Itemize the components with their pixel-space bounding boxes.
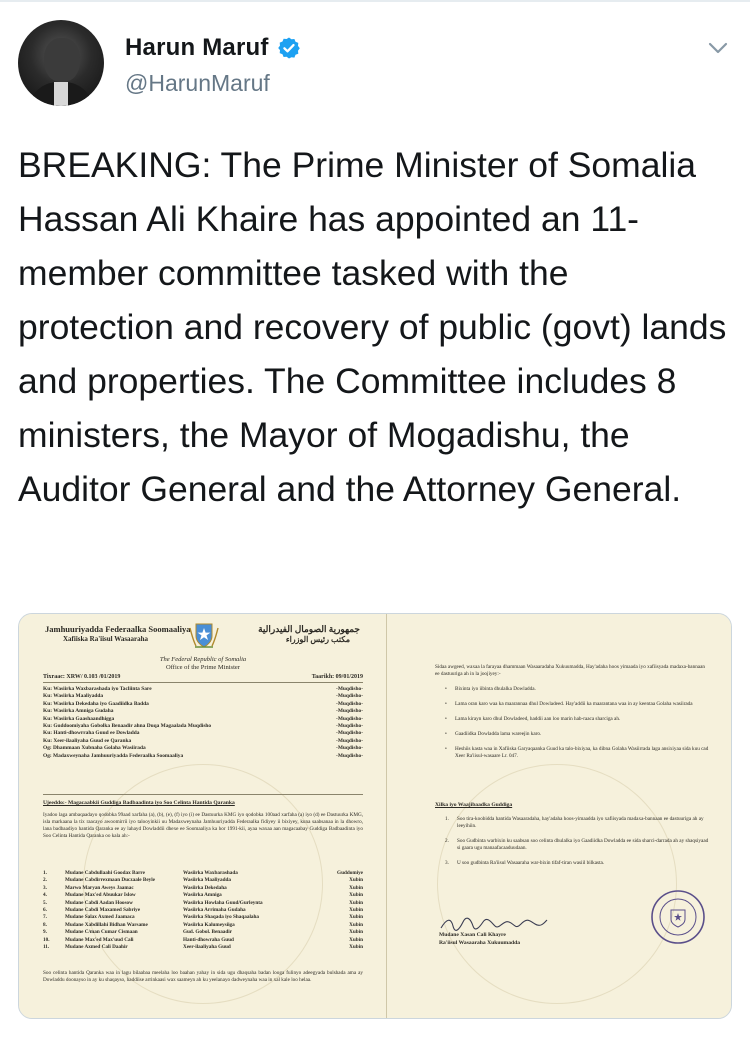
recipient-row <box>43 753 363 760</box>
member-post: Xeer-ilaaliyaha Guud <box>183 944 231 951</box>
recipient-name: Ku: Guddoomiyaha Gobolka Benaadir ahna Duqa Magaalada Muqdisho <box>43 723 212 730</box>
document-page-left <box>19 614 387 1018</box>
recipient-place: -Muqdisho- <box>336 708 363 715</box>
member-number: 11. <box>43 944 50 951</box>
recipient-place: -Muqdisho- <box>336 752 363 759</box>
member-name: Mudane C/man Cumar Cismaan <box>65 929 138 936</box>
recipient-place: -Muqdisho- <box>336 745 363 752</box>
member-row <box>43 877 363 884</box>
member-post: Wasiirka Amniga <box>183 892 222 899</box>
letterhead-somali-office: Xafiiska Ra'iisul Wasaaraha <box>63 635 149 643</box>
display-name[interactable]: Harun Maruf <box>125 34 269 61</box>
member-role: Xubin <box>349 921 363 928</box>
member-name: Mudane Cabdi Maxamed Sabriye <box>65 907 141 914</box>
member-row <box>43 900 363 907</box>
member-row <box>43 944 363 951</box>
document-page-right <box>387 614 732 1018</box>
document-paragraph: Sidaa awgeed, waxaa la farayaa dhammaan Wasaaradaha Xukuumadda, Hay'adaha hoos yimaada iyo xafiisyada madaxa-bannaan ee dastuuriga ah in la joojiyey:- <box>435 664 705 677</box>
member-role: Xubin <box>349 892 363 899</box>
member-row <box>43 892 363 899</box>
member-name: Mudane Axmed Cali Daahir <box>65 944 128 951</box>
list-item: • Heshiis kasta waa in Xafiiska Garyaqaanka Guud ka talo-bixiyaa, ka dibna Golaha Wasiirrada laga ansixiyaa sida kuu cad Xeer Ra'iisul-wasaare Lr. 047. <box>445 746 709 760</box>
signatory-name: Mudane Xasan Cali Khayre <box>439 932 506 938</box>
recipient-row <box>43 738 363 745</box>
avatar-shirt <box>54 82 68 106</box>
recipient-name: Ku: Wasiirka Gaashaandhigga <box>43 715 115 722</box>
letterhead-arabic-office: مكتب رئيس الوزراء <box>285 635 350 644</box>
duties-list <box>445 816 709 875</box>
list-item: • Bixinta iyo iibinta dhulalka Dowladda. <box>445 686 709 693</box>
official-stamp <box>649 888 707 946</box>
item-text: Soo Gudbinta warbixin ku saabsan soo celinta dhulalka iyo Gaadiidka Dowladda ee sida sharci-darrada ah ay shaqsiyaad si gaara ugu manaafacaaduudaan. <box>457 838 709 851</box>
recipient-row <box>43 745 363 752</box>
watermark-seal <box>437 764 677 1004</box>
document-subject: Ujeeddo:- Magacaabkii Guddiga Badbaadinta iyo Soo Celinta Hantida Qaranka <box>43 800 235 806</box>
member-name: Mudane Cabdirrexmaan Duczaale Beyle <box>65 877 155 884</box>
member-number: 5. <box>43 899 47 906</box>
list-item: • Lama kirayn karo dhul Dowladeed, haddii aan loo marin hab-raaca sharciga ah. <box>445 716 709 723</box>
member-post: Hanti-dhowraha Guud <box>183 936 234 943</box>
member-number: 2. <box>43 877 47 884</box>
member-number: 1. <box>43 870 47 876</box>
member-post: Gud. Gobol. Benaadir <box>183 929 233 936</box>
list-item <box>445 838 709 852</box>
item-text: Soo tira-koobidda hantida Wasaaradaha, hay'adaha hoos-yimaadda iyo xafiisyada madaxa-bannaan ee dastuuriga ah ay leeyihiin. <box>457 816 704 829</box>
somalia-emblem-icon <box>187 618 221 652</box>
recipient-row <box>43 716 363 723</box>
top-border <box>0 0 750 2</box>
member-row <box>43 929 363 936</box>
member-number: 4. <box>43 892 47 899</box>
recipient-name: Ku: Xeer-ilaaliyaha Guud ee Qaranka <box>43 737 132 744</box>
recipient-place: -Muqdisho- <box>336 715 363 722</box>
recipient-name: Ku: Wasiirka Maaliyadda <box>43 693 104 700</box>
chevron-down-icon[interactable] <box>704 34 732 62</box>
member-number: 3. <box>43 884 47 891</box>
recipient-name: Og: Madaxweynaha Jamhuuriyadda Federaalka Soomaaliya <box>43 752 184 759</box>
recipient-place: -Muqdisho- <box>336 693 363 700</box>
recipient-row <box>43 693 363 700</box>
recipient-place: -Muqdisho- <box>336 686 363 692</box>
verified-badge-icon <box>277 36 301 60</box>
reference-number: Tixraac: XRW/ 0.103 /01/2019 <box>43 674 121 680</box>
member-role: Xubin <box>349 899 363 906</box>
list-item <box>445 816 709 830</box>
duties-heading: Xilka iyo Waajibaadka Guddiga <box>435 802 513 808</box>
recipient-row <box>43 708 363 715</box>
member-post: Wasiirka Howlaha Guud/Gurleynta <box>183 899 263 906</box>
letterhead-english: The Federal Republic of Somalia <box>159 656 247 663</box>
member-role: Guddomiye <box>337 870 363 876</box>
member-number: 6. <box>43 907 47 914</box>
member-number: 10. <box>43 936 50 943</box>
tweet-text: BREAKING: The Prime Minister of Somalia Hassan Ali Khaire has appointed an 11-member committee tasked with the protection and recovery of public (govt) lands and properties. The Committee includes 8 ministers, the Mayor of Mogadishu, the Auditor General and the Attorney General. <box>18 145 727 509</box>
member-number: 9. <box>43 929 47 936</box>
member-number: 8. <box>43 921 47 928</box>
list-item: • Lama oran karo waa ka maarannaa dhul Dowladeed. Hay'addii ka maarantana waa in ay keentaa Golaha wasiirada <box>445 701 709 708</box>
member-post: Wasiirka Kalumeysiiga <box>183 921 235 928</box>
recipient-name: Ku: Wasiirka Waxbarashada iyo Tacliinta Sare <box>43 686 152 692</box>
member-post: Wasiirka Maaliyadda <box>183 877 231 884</box>
signatory-title: Ra'iisul Wasaaraha Xukuumadda <box>439 940 521 946</box>
tweet-header <box>18 18 732 110</box>
item-number: 2. <box>445 838 449 844</box>
recipient-place: -Muqdisho- <box>336 723 363 730</box>
member-role: Xubin <box>349 877 363 884</box>
letterhead-english-office: Office of the Prime Minister <box>166 664 240 671</box>
member-row <box>43 922 363 929</box>
directive-list <box>445 686 709 768</box>
member-row <box>43 885 363 892</box>
recipient-place: -Muqdisho- <box>336 700 363 707</box>
member-name: Mudane Xabdillahi Bidhan Warsame <box>65 921 148 928</box>
member-post: Wasiirka Arrimaha Gudaha <box>183 907 246 914</box>
tweet-media-image[interactable] <box>18 613 732 1019</box>
item-number: 3. <box>445 860 449 866</box>
recipient-name: Ku: Wasiirka Amniga Gudaha <box>43 708 114 715</box>
document-paragraph: Soo celinta hantida Qaranka waa in lagu bilaabaa meelaha loo baahan yahay in sida ugu dhaqsaha badan looga fulinyo adeegyada bulshada ama ay Dowladdu doonayso in ay ku shaqayso, haddiise arrinkaasi wax saameyn ah ku yeelanayo dadweynaha waa in xal kale loo helaa. <box>43 970 363 983</box>
document-date: Taarikh: 09/01/2019 <box>311 674 363 680</box>
committee-members-list <box>43 870 363 951</box>
recipient-name: Ku: Wasiirka Dekedaha iyo Gaadiidka Badda <box>43 700 149 707</box>
recipient-row <box>43 723 363 730</box>
member-row <box>43 907 363 914</box>
reference-row <box>43 674 363 683</box>
recipient-name: Og: Dhammaan Xubnaha Golaha Wasiirada <box>43 745 146 752</box>
member-role: Xubin <box>349 907 363 914</box>
member-post: Wasiirka Shaqada iyo Shaqaalaha <box>183 914 259 921</box>
member-row <box>43 870 363 877</box>
member-row <box>43 914 363 921</box>
item-number: 1. <box>445 816 449 822</box>
list-item: • Gaadiidka Dowladda lama wareejin karo. <box>445 731 709 738</box>
recipient-row <box>43 701 363 708</box>
recipients-list <box>43 686 363 760</box>
member-role: Xubin <box>349 884 363 891</box>
member-role: Xubin <box>349 944 363 951</box>
member-number: 7. <box>43 914 47 921</box>
member-role: Xubin <box>349 936 363 943</box>
recipient-place: -Muqdisho- <box>336 737 363 744</box>
member-role: Xubin <box>349 914 363 921</box>
recipient-row <box>43 730 363 737</box>
avatar[interactable] <box>18 20 104 106</box>
member-name: Mudane Max'ed Abuukar Islow <box>65 892 136 899</box>
avatar-face <box>44 38 80 82</box>
document-paragraph: Iyadoo laga ambaqaadayo qodobka 99aad xarfaha (a), (b), (e), (f) iyo (i) ee Dastuurka KMG iyo qodobka 100aad xarfaha (a) iyo (d) ee Dastuurka KMG, isla markaana la tix raacayo awoomirrii iyo talooyinkii uu Madaxweynaha Jamhuuriyadda Federaalka fidiyey ii bixiyey, kuna saabsanaa in la dhowro, lana badbaadiyo hantida Qaranka ee ay lahayd Dowladdii dhexe ee Soomaaliya ka hor 1991-kii, ayaa waxaa aan magacaabay Guddiga Badbaadinta iyo Soo Celinta Hantida Qaranka oo kala ah:- <box>43 812 363 839</box>
member-name: Mudane Cabdullaahi Goodax Barre <box>65 870 145 876</box>
letterhead-somali: Jamhuuriyadda Federaalka Soomaaliya <box>45 624 191 634</box>
member-name: Mudane Salax Axmed Jaamaca <box>65 914 135 921</box>
letterhead-arabic: جمهورية الصومال الفيدرالية <box>258 624 360 634</box>
recipient-name: Ku: Hanti-dhowrraha Guud ee Dowladda <box>43 730 140 737</box>
member-name: Mudane Max'ed Max'uud Cali <box>65 936 134 943</box>
item-text: U soo gudbinta Ra'iisul Wasaaraha war-bixin tifaf-tiran wasiil bilkasta. <box>457 860 605 866</box>
name-row <box>125 34 301 62</box>
member-post: Wasiirka Waxbarashada <box>183 870 238 876</box>
list-item <box>445 860 709 867</box>
divider <box>43 794 363 795</box>
handwritten-signature <box>439 914 559 934</box>
member-role: Xubin <box>349 929 363 936</box>
member-name: Marwo Maryan Aweys Jaamac <box>65 884 134 891</box>
recipient-row <box>43 686 363 693</box>
member-row <box>43 937 363 944</box>
member-post: Wasiirka Dekedaha <box>183 884 227 891</box>
recipient-place: -Muqdisho- <box>336 730 363 737</box>
member-name: Mudane Cabdi Aadan Hoosow <box>65 899 133 906</box>
handle[interactable]: @HarunMaruf <box>125 70 270 96</box>
